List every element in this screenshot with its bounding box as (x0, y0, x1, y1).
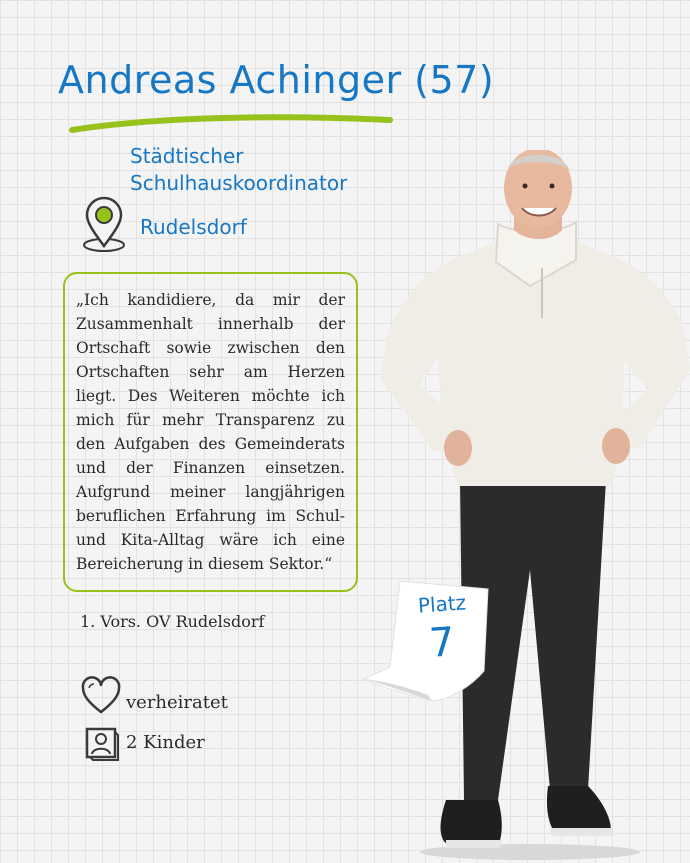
candidate-photo (380, 150, 690, 862)
name-underline-decoration (68, 112, 398, 136)
marital-status: verheiratet (126, 692, 228, 713)
job-title (130, 143, 390, 197)
candidate-name: Andreas Achinger (57) (58, 58, 495, 102)
location-pin-icon (80, 196, 130, 254)
job-title-line1: Städtischer (130, 144, 244, 168)
job-title-line2: Schulhauskoordinator (130, 171, 348, 195)
quote-text: „Ich kandidiere, da mir der Zusammenhalt innerhalb der Ortschaft sowie zwischen den Ortschaften sehr am Herzen liegt. Des Weiteren möchte ich mich für mehr Transparenz zu den Aufgaben des Gemeinderats und der Finanzen einsetzen. Aufgrund meiner langjährigen beruflichen Erfahrung im Schul- und Kita-Alltag wäre ich eine Bereicherung in diesem Sektor.“ (76, 291, 345, 573)
platz-label: Platz (417, 590, 467, 618)
heart-icon (80, 676, 122, 716)
children-count: 2 Kinder (126, 732, 205, 753)
role-text: 1. Vors. OV Rudelsdorf (80, 612, 265, 631)
platz-number: 7 (427, 619, 457, 667)
person-frame-icon (84, 726, 120, 762)
quote-box (63, 272, 358, 592)
location-text: Rudelsdorf (140, 215, 247, 239)
